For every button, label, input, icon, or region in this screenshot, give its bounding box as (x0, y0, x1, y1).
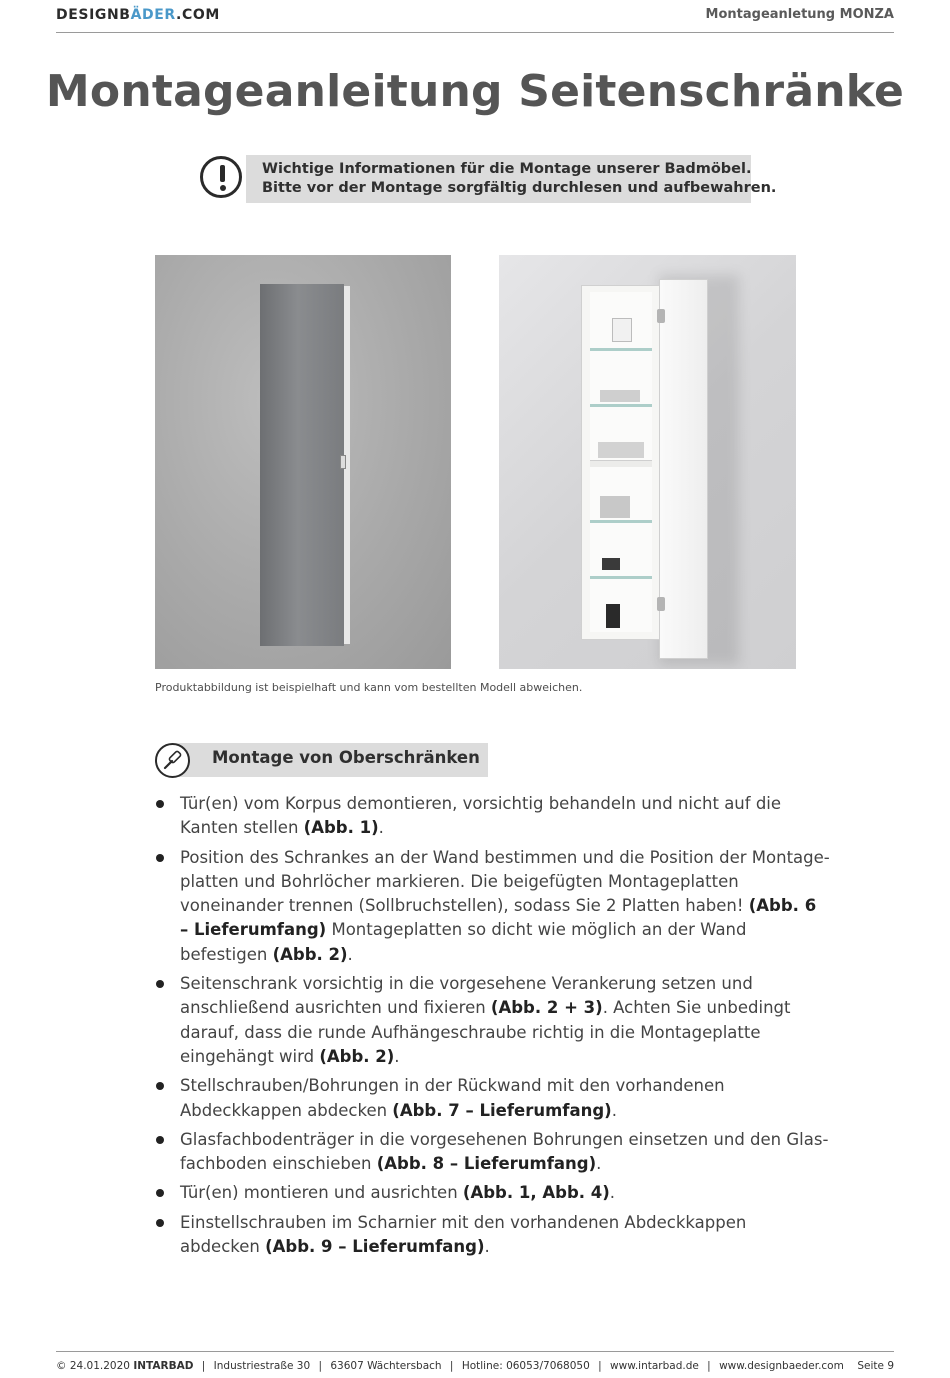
mirror-door (260, 284, 344, 646)
footer-hotline: Hotline: 06053/7068050 (461, 1360, 590, 1372)
bullet-dot-icon (156, 1136, 164, 1144)
bullet-dot-icon (156, 800, 164, 808)
figure-reference: (Abb. 7 – Lieferumfang) (392, 1100, 612, 1120)
bullet-dot-icon (156, 1219, 164, 1227)
instruction-item (180, 1211, 830, 1260)
footer-street: Industriestraße 30 (213, 1360, 311, 1372)
figure-reference: (Abb. 1, Abb. 4) (462, 1183, 610, 1203)
page-title: Montageanleitung Seitenschränke (45, 66, 905, 117)
figure-reference: (Abb. 1) (303, 818, 379, 838)
instruction-text: Position des Schrankes an der Wand bestimmen und die Position der Montage-platten und Bohrlöcher markieren. Die beigefügten Montageplatten voneinander trennen (Sollbruchstellen), sodass Sie 2 Platten haben! (180, 847, 830, 916)
footer-separator: | (449, 1360, 454, 1372)
footer-separator: | (598, 1360, 602, 1372)
door-handle-icon (340, 455, 346, 469)
instruction-text: Stellschrauben/Bohrungen in der Rückwand mit den vorhandenen Abdeckkappen abdecken (180, 1076, 725, 1120)
cabinet-door (659, 279, 708, 659)
screwdriver-icon (155, 743, 190, 778)
stones-icon (602, 558, 620, 570)
exclamation-icon (200, 156, 242, 198)
instruction-text: . (378, 818, 384, 838)
cabinet-body (581, 285, 661, 640)
glass-shelf (590, 576, 652, 579)
footer-link-intarbad[interactable]: www.intarbad.de (610, 1360, 699, 1372)
page-number: Seite 9 (857, 1360, 894, 1372)
footer-separator: | (201, 1360, 206, 1372)
instruction-text: . Achten Sie unbedingt darauf, dass die runde Aufhängeschraube richtig in die Montageplatte eingehängt wird (180, 998, 791, 1066)
instruction-text: Tür(en) montieren und ausrichten (180, 1183, 463, 1203)
footer-separator: | (707, 1360, 711, 1372)
figure-reference: (Abb. 2) (319, 1046, 395, 1066)
jars-icon (600, 390, 640, 402)
instruction-item (180, 846, 830, 967)
image-caption: Produktabbildung ist beispielhaft und kann vom bestellten Modell abweichen. (155, 681, 583, 694)
brand-logo (56, 7, 220, 23)
fixed-shelf (590, 460, 652, 467)
bullet-dot-icon (156, 980, 164, 988)
figure-reference: (Abb. 6 – Lieferumfang) (180, 896, 817, 940)
instruction-text: . (484, 1237, 490, 1257)
instruction-text: . (596, 1154, 602, 1174)
instruction-text: Tür(en) vom Korpus demontieren, vorsichtig behandeln und nicht auf die Kanten stellen (180, 794, 782, 838)
instruction-text: Montageplatten so dicht wie möglich an der Wand befestigen (180, 920, 747, 964)
instruction-item (180, 792, 830, 841)
bullet-dot-icon (156, 1082, 164, 1090)
instruction-text: . (611, 1100, 617, 1120)
notice-line-1: Wichtige Informationen für die Montage unserer Badmöbel. (262, 161, 752, 177)
figure-reference: (Abb. 2) (272, 944, 348, 964)
logo-suffix: .COM (176, 7, 220, 23)
towels-icon (598, 442, 644, 458)
instruction-list (180, 792, 830, 1264)
dispenser-icon (606, 604, 620, 628)
instruction-text: . (609, 1183, 616, 1203)
footer (56, 1360, 844, 1372)
glass-shelf (590, 404, 652, 407)
notice-line-2: Bitte vor der Montage sorgfältig durchlesen und aufbewahren. (262, 180, 777, 196)
instruction-item (180, 972, 830, 1069)
glass-shelf (590, 520, 652, 523)
footer-city: 63607 Wächtersbach (330, 1360, 442, 1372)
figure-reference: (Abb. 8 – Lieferumfang) (376, 1154, 597, 1174)
instruction-item (180, 1074, 830, 1123)
glass-shelf (590, 348, 652, 351)
instruction-text: . (347, 944, 353, 964)
bottles-icon (600, 496, 630, 518)
product-photo-open-cabinet (499, 255, 796, 669)
bullet-dot-icon (156, 1189, 164, 1197)
bullet-dot-icon (156, 854, 164, 862)
figure-reference: (Abb. 9 – Lieferumfang) (265, 1237, 485, 1257)
instruction-text: . (394, 1046, 400, 1066)
footer-company: INTARBAD (133, 1360, 194, 1372)
instruction-item (180, 1128, 830, 1177)
cabinet-interior (590, 292, 652, 632)
footer-divider (56, 1351, 894, 1352)
instruction-text: Einstellschrauben im Scharnier mit den vorhandenen Abdeckkappen abdecken (180, 1212, 747, 1257)
footer-separator: | (318, 1360, 323, 1372)
footer-date: © 24.01.2020 (56, 1360, 130, 1372)
logo-accent: ÄDER (130, 7, 177, 23)
document-title: Montageanletung MONZA (705, 7, 894, 22)
hinge-icon (657, 597, 665, 611)
hinge-icon (657, 309, 665, 323)
instruction-item (180, 1181, 830, 1205)
notice-text (262, 160, 776, 198)
cup-icon (612, 318, 632, 342)
section-title: Montage von Oberschränken (212, 748, 480, 767)
instruction-text: Glasfachbodenträger in die vorgesehenen Bohrungen einsetzen und den Glas-fachboden einschieben (180, 1129, 829, 1174)
instruction-text: Seitenschrank vorsichtig in die vorgesehene Verankerung setzen und anschließend ausrichten und fixieren (180, 974, 753, 1018)
logo-prefix: DESIGNB (56, 7, 131, 23)
product-photo-mirror-cabinet (155, 255, 451, 669)
figure-reference: (Abb. 2 + 3) (490, 998, 603, 1018)
header-divider (56, 32, 894, 33)
footer-link-designbaeder[interactable]: www.designbaeder.com (719, 1360, 844, 1372)
